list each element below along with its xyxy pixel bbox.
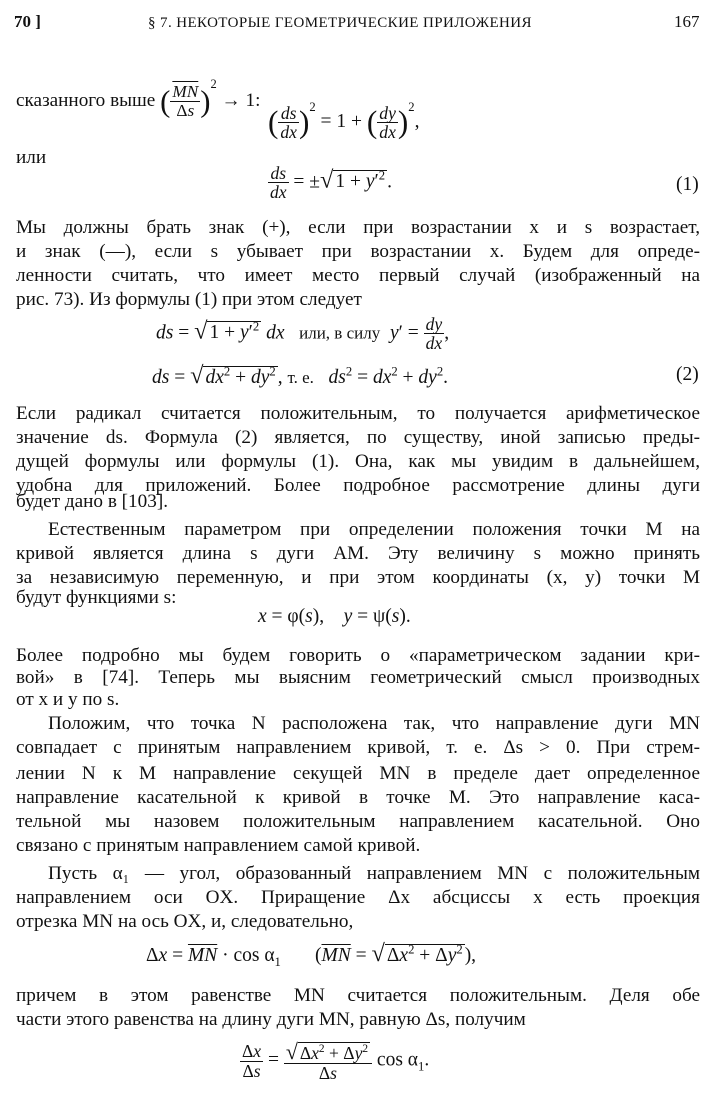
text-line: дущей формулы или формулы (1). Она, как мы увидим в дальнейшем, <box>16 451 700 472</box>
text-line: направлением оси OX. Приращение Δx абсциссы x есть проекция <box>16 887 700 908</box>
text-line: удобна для приложений. Более подробное рассмотрение длины дуги <box>16 475 700 496</box>
page-number: 167 <box>674 12 700 31</box>
equation-delta-x: $\Delta x = \overline{MN} \cdot \cos \alpha_1$ ($\overline{MN}$ = √ $\Delta x^2 + \Delta y^2$ ), <box>146 940 477 969</box>
text-line: будут функциями s: <box>16 587 177 608</box>
text-line: связано с принятым направлением самой кривой. <box>16 835 421 856</box>
text-line: значение ds. Формула (2) является, по существу, иной записью преды- <box>16 427 700 448</box>
text-line: Естественным параметром при определении положения точки M на <box>48 519 700 540</box>
text-line: тельной мы назовем положительным направлением касательной. Оно <box>16 811 700 832</box>
text-line: Мы должны брать знак (+), если при возрастании x и s возрастает, <box>16 217 700 238</box>
text-line: сказанного выше ( $\frac{\overline{MN}}{\Delta s}$ )$^2$ → 1: <box>16 77 261 121</box>
text-line: направление касательной к кривой в точке M. Это направление каса- <box>16 787 700 808</box>
equation-parametric: x = φ(s), y = ψ(s). <box>258 606 411 627</box>
running-head-section: 70 ] <box>14 12 41 31</box>
text-line: и знак (—), если s убывает при возрастании x. Будем для опреде- <box>16 241 700 262</box>
text-line: вой» в [74]. Теперь мы выясним геометрический смысл производных <box>16 667 700 688</box>
text-line: Более подробно мы будем говорить о «параметрическом задании кри- <box>16 645 700 666</box>
equation-number-1: (1) <box>676 174 699 195</box>
text-line: части этого равенства на длину дуги MN, равную Δs, получим <box>16 1009 526 1030</box>
text-line: совпадает с принятым направлением кривой, т. е. Δs > 0. При стрем- <box>16 737 700 758</box>
equation-delta-x-over-delta-s: $\frac{\Delta x}{\Delta s}$ = $\frac{√ \Delta x^2 + \Delta y^2}{\Delta s}$ $\cos \alpha_1$. <box>242 1039 430 1084</box>
text-line: от x и y по s. <box>16 689 120 710</box>
text-line: отрезка MN на ось OX, и, следовательно, <box>16 911 354 932</box>
text-line: причем в этом равенстве MN считается положительным. Деля обе <box>16 985 700 1006</box>
text-line: кривой является длина s дуги AM. Эту величину s можно принять <box>16 543 700 564</box>
text-line: будет дано в [103]. <box>16 491 169 512</box>
text-line: Пусть α₁ — угол, образованный направлением MN с положительным <box>48 863 700 884</box>
text-line: за независимую переменную, и при этом координаты (x, y) точки M <box>16 567 700 588</box>
equation-1: $\frac{ds}{dx}$ = ±√ $1 + y'^2$ . <box>270 163 392 203</box>
running-head-title: § 7. НЕКОТОРЫЕ ГЕОМЕТРИЧЕСКИЕ ПРИЛОЖЕНИЯ <box>148 15 532 31</box>
fraction-mn-ds: $\frac{\overline{MN}}{\Delta s}$ <box>172 81 199 121</box>
equation-ds-squared: ( $\frac{ds}{dx}$ )$^2$ = 1 + ( $\frac{dy}{dx}$ )$^2$, <box>268 100 420 143</box>
equation-2: ds = √ $dx^2 + dy^2$ , т. е. $ds^2 = dx^2 + dy^2$. <box>152 362 449 389</box>
text-line: Если радикал считается положительным, то получается арифметическое <box>16 403 700 424</box>
text-line: ленности считать, что имеет место первый случай (изображенный на <box>16 265 700 286</box>
text-ili: или <box>16 147 47 168</box>
equation-2a: ds = √ $1 + y'^2$ dx или, в силу y′ = $\frac{dy}{dx}$ , <box>156 314 450 354</box>
text-line: лении N к M направление секущей MN в пределе дает определенное <box>16 763 700 784</box>
text-line: рис. 73). Из формулы (1) при этом следует <box>16 289 362 310</box>
equation-number-2: (2) <box>676 364 699 385</box>
text-line: Положим, что точка N расположена так, что направление дуги MN <box>48 713 700 734</box>
